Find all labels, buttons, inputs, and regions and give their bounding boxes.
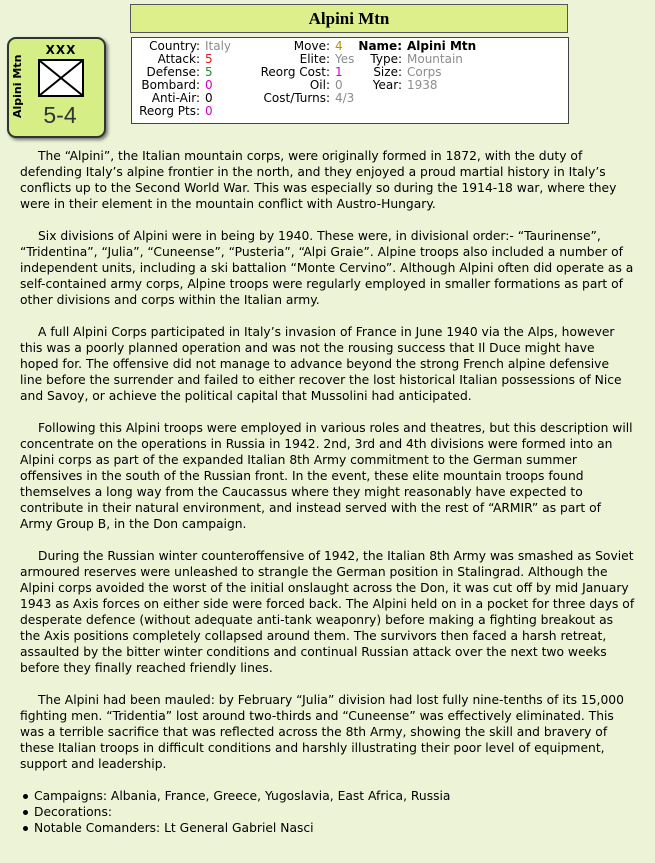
stat-value: 5 <box>205 52 213 66</box>
stat-label: Attack: <box>157 52 200 66</box>
stat-value: Mountain <box>407 52 463 66</box>
bullet-item: Campaigns: Albania, France, Greece, Yugoslavia, East Africa, Russia <box>22 788 655 804</box>
stat-label: Defense: <box>146 65 200 79</box>
description-paragraph: A full Alpini Corps participated in Italy’s invasion of France in June 1940 via the Alps, however this was a poorly planned operation and was not the rousing success that Il Duce might have hoped for. The offensive did not manage to advance beyond the strong French alpine defensive line before the surrender and failed to either recover the lost historical Italian possessions of Nice and Savoy, or achieve the political capital that Mussolini had anticipated. <box>20 325 622 403</box>
stat-label: Move: <box>293 39 330 53</box>
stat-value: 0 <box>205 78 213 92</box>
stat-value: 1 <box>335 65 343 79</box>
stat-row <box>348 79 563 92</box>
stat-label: Anti-Air: <box>151 91 200 105</box>
right-stats-column <box>348 40 563 92</box>
bullet-item: Notable Comanders: Lt General Gabriel Nasci <box>22 820 655 836</box>
description-paragraph: During the Russian winter counteroffensive of 1942, the Italian 8th Army was smashed as Soviet armoured reserves were unleashed to strangle the German position in Stalingrad. Although the Alpini corps avoided the worst of the initial onslaught across the Don, it was cut off by mid January 1943 as Axis forces on either side were forced back. The Alpini held on in a pocket for three days of desperate defence (without adequate anti-tank weaponry) before making a fighting breakout as the Axis positions completely collapsed around them. The survivors then faced a harsh retreat, assaulted by the bitter winter conditions and continual Russian attack over the next two weeks before they finally reached friendly lines. <box>20 549 635 675</box>
stat-value: Alpini Mtn <box>407 39 477 53</box>
unit-title: Alpini Mtn <box>308 8 390 28</box>
description-content <box>0 148 655 836</box>
stat-value: 1938 <box>407 78 438 92</box>
description-paragraph: Six divisions of Alpini were in being by 1940. These were, in divisional order:- “Taurinense”, “Tridentina”, “Julia”, “Cuneense”, “Pusteria”, “Alpi Graie”. Alpine troops also included a number of independent units, including a ski battalion “Monte Cervino”. Although Alpini often did operate as a self-contained army corps, Alpine troops were regularly employed in smaller formations as part of other divisions and corps within the Italian army. <box>20 229 634 307</box>
infantry-symbol-icon <box>38 59 84 97</box>
stat-label: Name: <box>358 39 402 53</box>
left-stats-column <box>132 40 234 118</box>
description-paragraph: Following this Alpini troops were employed in various roles and theatres, but this description will concentrate on the operations in Russia in 1942. 2nd, 3rd and 4th divisions were formed into an Alpini corps as part of the expanded Italian 8th Army commitment to the German summer offensives in the south of the Russian front. In the event, these elite mountain troops found themselves a long way from the Caucassus where they might reasonably have expected to contribute in their natural environment, and instead served with the rest of “ARMIR” as part of Army Group B, in the Don campaign. <box>20 421 633 531</box>
unit-title-bar <box>130 4 568 33</box>
stat-label: Country: <box>149 39 200 53</box>
stat-value: Yes <box>335 52 355 66</box>
stat-label: Cost/Turns: <box>263 91 330 105</box>
bullet-item: Decorations: <box>22 804 655 820</box>
description-paragraph: The Alpini had been mauled: by February “Julia” division had lost fully nine-tenths of its 15,000 fighting men. “Tridentia” lost around two-thirds and “Cuneense” was effectively eliminated. This was a terrible sacrifice that was reflected across the 8th Army, showing the skill and bravery of these Italian troops in difficult conditions and harshly illustrating their poor level of equipment, support and leadership. <box>20 693 624 771</box>
stat-label: Bombard: <box>141 78 200 92</box>
stat-value: 0 <box>335 78 343 92</box>
unit-info-box <box>131 37 569 124</box>
counter-stats: 5-4 <box>43 102 77 128</box>
stat-row <box>132 105 234 118</box>
stat-label: Year: <box>372 78 402 92</box>
stat-value: 4/3 <box>335 91 355 105</box>
stat-label: Elite: <box>299 52 330 66</box>
stat-label: Oil: <box>309 78 330 92</box>
stat-value: Corps <box>407 65 442 79</box>
stat-value: Italy <box>205 39 232 53</box>
stat-label: Size: <box>373 65 402 79</box>
unit-counter <box>7 37 106 138</box>
stat-value: 0 <box>205 91 213 105</box>
stat-value: 5 <box>205 65 213 79</box>
stat-label: Type: <box>370 52 402 66</box>
stat-label: Reorg Pts: <box>139 104 200 118</box>
stat-value: 4 <box>335 39 343 53</box>
description-paragraphs <box>0 148 655 772</box>
counter-unit-name: Alpini Mtn <box>11 54 24 118</box>
description-paragraph: The “Alpini”, the Italian mountain corps, were originally formed in 1872, with the duty of defending Italy’s alpine frontier in the north, and they enjoyed a proud martial history in Italy’s conflicts up to the Second World War. This was especially so during the 1914-18 war, where they were in their element in the mountain conflict with Austro-Hungary. <box>20 149 617 211</box>
stat-label: Reorg Cost: <box>260 65 330 79</box>
info-bullet-list <box>0 788 655 836</box>
stat-value: 0 <box>205 104 213 118</box>
stat-row <box>244 92 464 105</box>
counter-size-mark: XXX <box>45 43 77 57</box>
